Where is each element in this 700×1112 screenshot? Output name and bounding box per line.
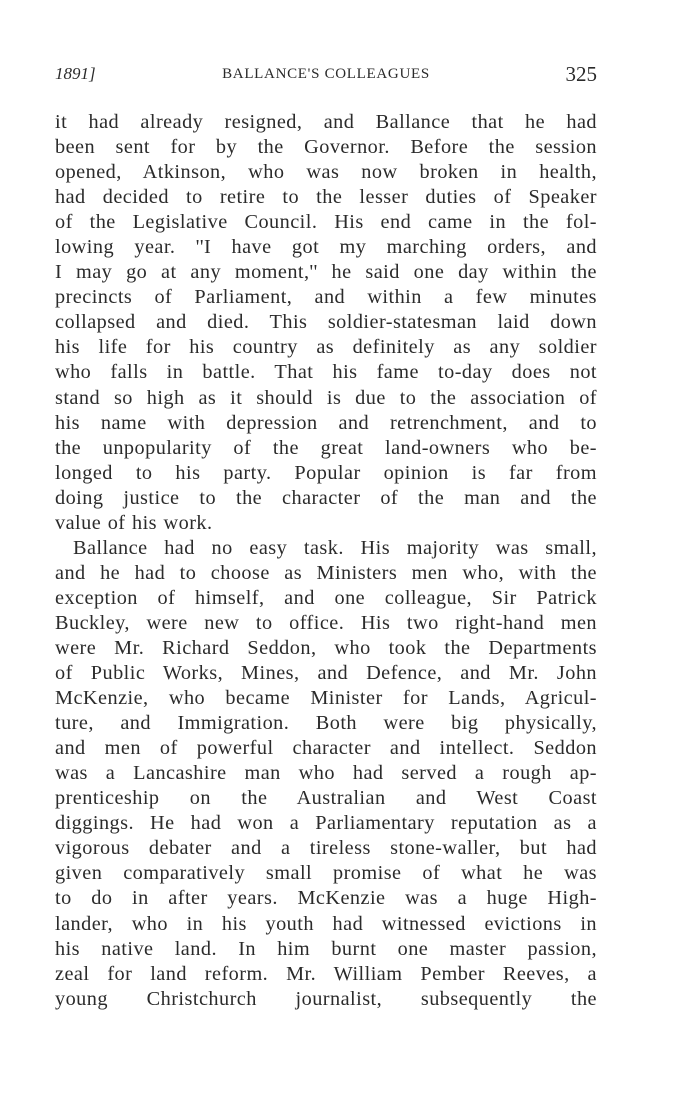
- text-line: was a Lancashire man who had served a rough ap-: [55, 762, 597, 785]
- text-line: McKenzie, who became Minister for Lands, Agricul-: [55, 687, 597, 710]
- text-line: doing justice to the character of the man and the: [55, 486, 597, 509]
- text-line: Buckley, were new to office. His two right-hand men: [55, 611, 597, 634]
- running-head: [55, 62, 597, 86]
- text-line: given comparatively small promise of what he was: [55, 862, 597, 885]
- text-line: had decided to retire to the lesser duties of Speaker: [55, 186, 597, 209]
- text-line: it had already resigned, and Ballance that he had: [55, 111, 597, 133]
- paragraph-end-line: value of his work.: [55, 511, 213, 534]
- text-line: his name with depression and retrenchment, and to: [55, 411, 597, 434]
- text-line: were Mr. Richard Seddon, who took the Departments: [55, 636, 597, 659]
- text-line: stand so high as it should is due to the association of: [55, 386, 597, 409]
- text-line: lander, who in his youth had witnessed evictions in: [55, 912, 597, 935]
- text-line: of the Legislative Council. His end came in the fol-: [55, 211, 597, 234]
- header-year: 1891]: [55, 64, 96, 83]
- chapter-title: BALLANCE'S COLLEAGUES: [222, 66, 430, 82]
- text-line: lowing year. ''I have got my marching orders, and: [55, 236, 597, 259]
- text-line: to do in after years. McKenzie was a huge High-: [55, 887, 597, 910]
- text-line: ture, and Immigration. Both were big physically,: [55, 712, 597, 735]
- text-line: been sent for by the Governor. Before the session: [55, 136, 597, 159]
- text-line: exception of himself, and one colleague, Sir Patrick: [55, 586, 597, 609]
- text-line: prenticeship on the Australian and West Coast: [55, 787, 597, 810]
- text-line: and men of powerful character and intellect. Seddon: [55, 737, 597, 760]
- body-text: [55, 110, 597, 1012]
- text-line: the unpopularity of the great land-owners who be-: [55, 436, 597, 459]
- text-line: vigorous debater and a tireless stone-waller, but had: [55, 837, 597, 860]
- paragraph-start-line: Ballance had no easy task. His majority was small,: [73, 536, 597, 559]
- text-line: zeal for land reform. Mr. William Pember Reeves, a: [55, 962, 597, 985]
- text-line: his native land. In him burnt one master passion,: [55, 937, 597, 960]
- text-line: longed to his party. Popular opinion is far from: [55, 461, 597, 484]
- text-line: his life for his country as definitely as any soldier: [55, 336, 597, 359]
- text-line: diggings. He had won a Parliamentary reputation as a: [55, 812, 597, 835]
- text-line: of Public Works, Mines, and Defence, and Mr. John: [55, 662, 597, 685]
- text-line: precincts of Parliament, and within a few minutes: [55, 286, 597, 309]
- text-line: opened, Atkinson, who was now broken in health,: [55, 161, 597, 184]
- text-line: who falls in battle. That his fame to-day does not: [55, 361, 597, 384]
- text-line: young Christchurch journalist, subsequently the: [55, 987, 597, 1010]
- text-line: and he had to choose as Ministers men who, with the: [55, 561, 597, 584]
- text-line: I may go at any moment,'' he said one day within the: [55, 261, 597, 284]
- page-number: 325: [565, 62, 597, 86]
- text-line: collapsed and died. This soldier-statesman laid down: [55, 311, 597, 334]
